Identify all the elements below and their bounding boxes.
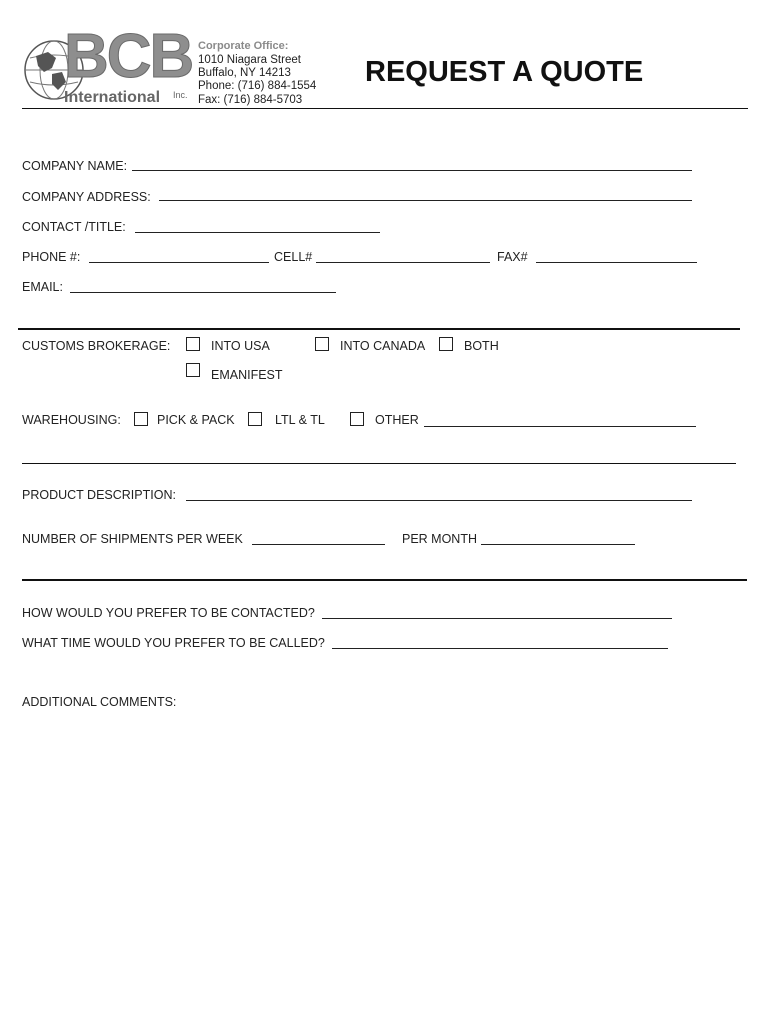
both-label: BOTH: [464, 339, 499, 353]
ltl-tl-label: LTL & TL: [275, 413, 325, 427]
contact-title-field[interactable]: [135, 232, 380, 233]
phone-field[interactable]: [89, 262, 269, 263]
into-canada-checkbox[interactable]: [315, 337, 329, 351]
call-time-label: WHAT TIME WOULD YOU PREFER TO BE CALLED?: [22, 636, 325, 650]
contact-method-label: HOW WOULD YOU PREFER TO BE CONTACTED?: [22, 606, 315, 620]
fax-field[interactable]: [536, 262, 697, 263]
other-checkbox[interactable]: [350, 412, 364, 426]
address-line-1: 1010 Niagara Street: [198, 54, 301, 66]
corporate-office-title: Corporate Office:: [198, 40, 289, 52]
section-divider-2: [22, 463, 736, 464]
customs-brokerage-label: CUSTOMS BROKERAGE:: [22, 339, 171, 353]
both-checkbox[interactable]: [439, 337, 453, 351]
product-description-field[interactable]: [186, 500, 692, 501]
into-usa-label: INTO USA: [211, 339, 270, 353]
section-divider-1: [18, 328, 740, 330]
pick-pack-checkbox[interactable]: [134, 412, 148, 426]
fax-label: FAX#: [497, 250, 528, 264]
logo-text: BCB: [64, 22, 193, 91]
phone-number: Phone: (716) 884-1554: [198, 80, 317, 92]
other-label: OTHER: [375, 413, 419, 427]
email-label: EMAIL:: [22, 280, 63, 294]
into-canada-label: INTO CANADA: [340, 339, 426, 353]
into-usa-checkbox[interactable]: [186, 337, 200, 351]
ltl-tl-checkbox[interactable]: [248, 412, 262, 426]
cell-label: CELL#: [274, 250, 313, 264]
emanifest-checkbox[interactable]: [186, 363, 200, 377]
contact-title-label: CONTACT /TITLE:: [22, 220, 126, 234]
emanifest-label: EMANIFEST: [211, 368, 283, 382]
address-line-2: Buffalo, NY 14213: [198, 67, 291, 79]
email-field[interactable]: [70, 292, 336, 293]
shipments-per-week-field[interactable]: [252, 544, 385, 545]
phone-label: PHONE #:: [22, 250, 81, 264]
additional-comments-label: ADDITIONAL COMMENTS:: [22, 695, 177, 709]
header-divider: [22, 108, 748, 109]
product-description-label: PRODUCT DESCRIPTION:: [22, 488, 176, 502]
logo-subtext: International: [64, 89, 161, 106]
additional-comments-area[interactable]: [22, 715, 742, 995]
logo-suffix: Inc.: [173, 90, 188, 100]
company-name-field[interactable]: [132, 170, 692, 171]
pick-pack-label: PICK & PACK: [157, 413, 235, 427]
other-field[interactable]: [424, 426, 696, 427]
company-name-label: COMPANY NAME:: [22, 159, 128, 173]
warehousing-label: WAREHOUSING:: [22, 413, 121, 427]
company-address-field[interactable]: [159, 200, 692, 201]
shipments-per-week-label: NUMBER OF SHIPMENTS PER WEEK: [22, 532, 243, 546]
fax-number: Fax: (716) 884-5703: [198, 94, 303, 106]
call-time-field[interactable]: [332, 648, 668, 649]
company-address-label: COMPANY ADDRESS:: [22, 190, 151, 204]
per-month-field[interactable]: [481, 544, 635, 545]
cell-field[interactable]: [316, 262, 490, 263]
form-title: REQUEST A QUOTE: [365, 56, 644, 88]
contact-method-field[interactable]: [322, 618, 672, 619]
section-divider-3: [22, 579, 747, 581]
per-month-label: PER MONTH: [402, 532, 477, 546]
